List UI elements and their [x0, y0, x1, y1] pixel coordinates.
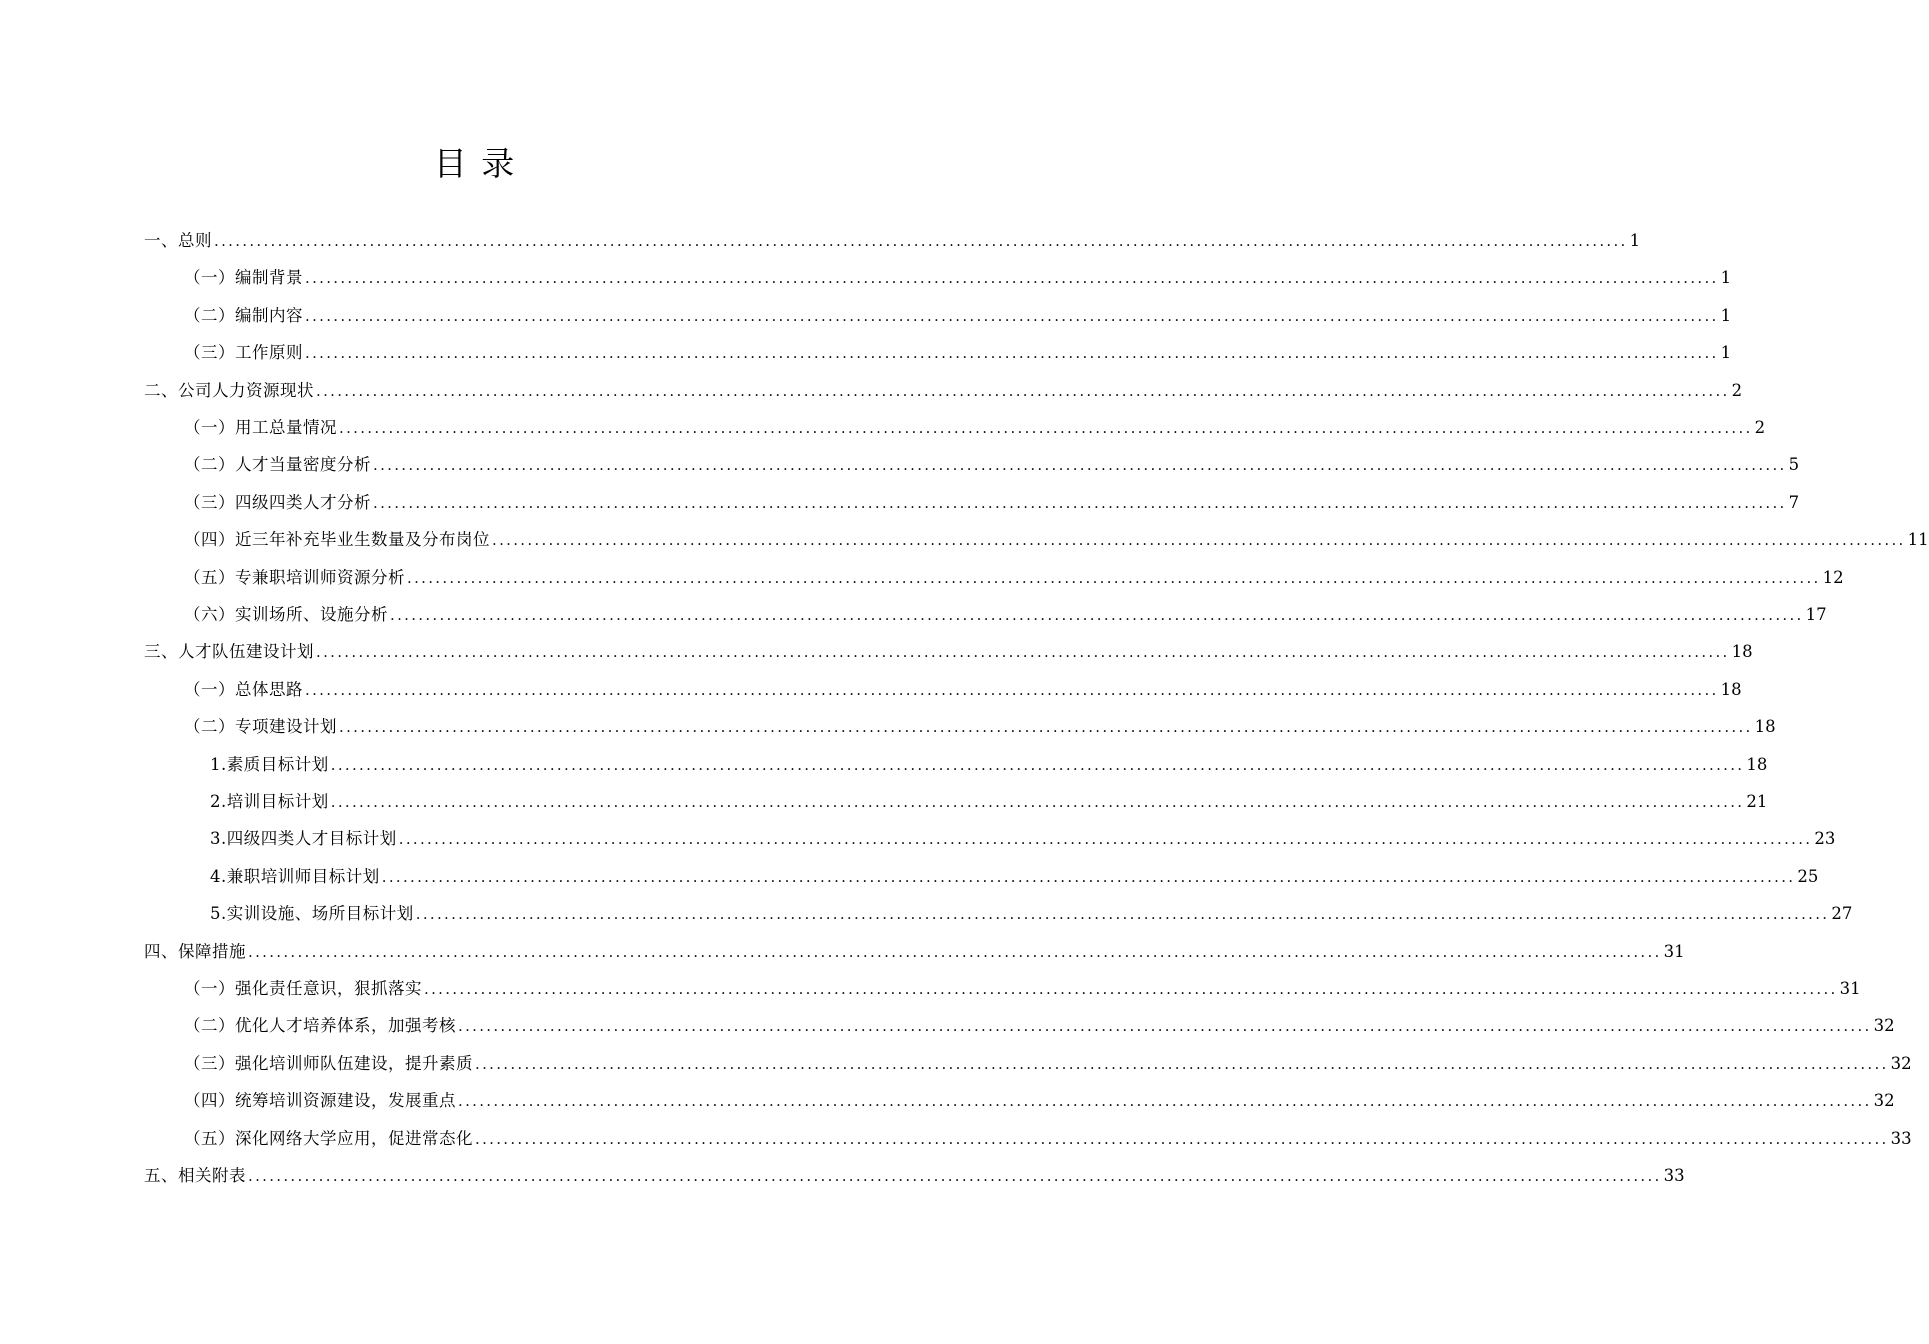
toc-entry-page: 17: [1805, 605, 1827, 624]
toc-entry[interactable]: [184, 488, 1800, 518]
toc-entry[interactable]: [144, 937, 1685, 967]
toc-leader-dots: ........................................................................................................................................................................................................: [316, 643, 1730, 662]
toc-entry[interactable]: [184, 712, 1776, 742]
toc-entry-title: （三）工作原则: [184, 343, 303, 363]
toc-entry[interactable]: [184, 1086, 1895, 1116]
toc-entry[interactable]: [144, 637, 1753, 667]
toc-entry-title: 三、人才队伍建设计划: [144, 642, 314, 662]
toc-entry[interactable]: [184, 338, 1732, 368]
toc-leader-dots: ........................................................................................................................................................................................................: [398, 830, 1813, 849]
toc-entry-page: 25: [1797, 866, 1819, 886]
toc-entry-title: （四）近三年补充毕业生数量及分布岗位: [184, 530, 490, 550]
toc-entry-page: 31: [1663, 941, 1685, 961]
toc-leader-dots: ........................................................................................................................................................................................................: [458, 1017, 1872, 1036]
toc-leader-dots: ........................................................................................................................................................................................................: [305, 680, 1719, 699]
toc-entry-page: 12: [1822, 567, 1844, 587]
toc-leader-dots: ........................................................................................................................................................................................................: [373, 493, 1787, 512]
toc-leader-dots: ........................................................................................................................................................................................................: [390, 606, 1804, 624]
toc-leader-dots: ........................................................................................................................................................................................................: [475, 1129, 1889, 1148]
toc-entry-page: 23: [1814, 829, 1836, 849]
toc-leader-dots: ........................................................................................................................................................................................................: [407, 568, 1821, 587]
toc-entry[interactable]: [184, 1011, 1895, 1041]
toc-entry-title: （一）编制背景: [184, 268, 303, 288]
toc-entry[interactable]: [184, 413, 1766, 443]
toc-entry-title: （三）强化培训师队伍建设，提升素质: [184, 1053, 473, 1073]
toc-entry-title: 4.兼职培训师目标计划: [210, 866, 380, 886]
toc-entry-title: （一）总体思路: [184, 679, 303, 699]
toc-entry[interactable]: [210, 750, 1768, 780]
toc-entry-title: 一、总则: [144, 231, 212, 250]
toc-leader-dots: ........................................................................................................................................................................................................: [330, 755, 1745, 774]
toc-leader-dots: ........................................................................................................................................................................................................: [248, 942, 1662, 961]
toc-entry-title: 二、公司人力资源现状: [144, 380, 314, 400]
toc-entry-title: （一）强化责任意识，狠抓落实: [184, 979, 422, 998]
toc-leader-dots: ........................................................................................................................................................................................................: [373, 456, 1787, 475]
toc-entry-title: 四、保障措施: [144, 941, 246, 961]
toc-entry-page: 31: [1839, 979, 1861, 998]
toc-entry-page: 5: [1788, 455, 1800, 475]
toc-leader-dots: ........................................................................................................................................................................................................: [305, 269, 1719, 288]
toc-entry-title: 2.培训目标计划: [210, 792, 329, 811]
toc-entry[interactable]: [184, 1049, 1912, 1079]
toc-entry[interactable]: [184, 563, 1844, 593]
toc-leader-dots: ........................................................................................................................................................................................................: [316, 381, 1730, 400]
toc-entry-page: 18: [1746, 754, 1768, 774]
toc-entry-page: 7: [1788, 492, 1800, 512]
toc-entry[interactable]: [184, 450, 1800, 480]
toc-entry[interactable]: [144, 226, 1641, 256]
toc-entry-page: 1: [1720, 268, 1732, 288]
toc-entry-title: 3.四级四类人才目标计划: [210, 829, 397, 849]
toc-leader-dots: ........................................................................................................................................................................................................: [339, 718, 1753, 737]
toc-entry-page: 21: [1746, 792, 1768, 811]
toc-leader-dots: ........................................................................................................................................................................................................: [492, 531, 1906, 550]
toc-entry-title: （四）统筹培训资源建设，发展重点: [184, 1091, 456, 1111]
toc-entry-title: 1.素质目标计划: [210, 754, 329, 774]
toc-entry-page: 32: [1890, 1053, 1912, 1073]
toc-entry-title: （一）用工总量情况: [184, 418, 337, 437]
toc-leader-dots: ........................................................................................................................................................................................................: [248, 1167, 1662, 1185]
toc-leader-dots: ........................................................................................................................................................................................................: [305, 306, 1719, 325]
toc-entry[interactable]: [144, 376, 1743, 406]
toc-entry[interactable]: [184, 263, 1732, 293]
toc-leader-dots: ........................................................................................................................................................................................................: [330, 793, 1745, 811]
toc-entry-page: 2: [1754, 418, 1766, 437]
toc-entry-page: 32: [1873, 1091, 1895, 1111]
toc-title: 目 录: [433, 144, 517, 183]
toc-entry-page: 1: [1720, 343, 1732, 363]
toc-entry-page: 33: [1890, 1128, 1912, 1148]
toc-leader-dots: ........................................................................................................................................................................................................: [475, 1054, 1889, 1073]
toc-entry[interactable]: [210, 862, 1819, 892]
toc-leader-dots: ........................................................................................................................................................................................................: [381, 867, 1796, 886]
toc-entry-page: 33: [1663, 1166, 1685, 1185]
toc-leader-dots: ........................................................................................................................................................................................................: [415, 905, 1830, 924]
toc-entry[interactable]: [184, 675, 1742, 705]
toc-entry[interactable]: [184, 525, 1929, 555]
toc-entry-page: 32: [1873, 1016, 1895, 1036]
toc-leader-dots: ........................................................................................................................................................................................................: [305, 344, 1719, 363]
toc-entry-title: （三）四级四类人才分析: [184, 492, 371, 512]
toc-entry-page: 1: [1629, 231, 1641, 250]
toc-entry-title: （六）实训场所、设施分析: [184, 605, 388, 624]
toc-entry[interactable]: [210, 824, 1836, 854]
toc-entry[interactable]: [184, 301, 1732, 331]
toc-entry-title: （五）专兼职培训师资源分析: [184, 567, 405, 587]
toc-entry-title: 5.实训设施、场所目标计划: [210, 904, 414, 924]
toc-entry-page: 11: [1907, 530, 1929, 550]
toc-entry[interactable]: [144, 1161, 1685, 1191]
toc-entry-page: 1: [1720, 305, 1732, 325]
toc-leader-dots: ........................................................................................................................................................................................................: [458, 1092, 1872, 1111]
toc-entry-page: 2: [1731, 380, 1743, 400]
toc-leader-dots: ........................................................................................................................................................................................................: [424, 980, 1838, 998]
toc-entry-page: 18: [1720, 679, 1742, 699]
toc-entry-page: 18: [1754, 717, 1776, 737]
toc-entry-title: （二）编制内容: [184, 305, 303, 325]
toc-entry[interactable]: [184, 974, 1861, 1004]
toc-entry[interactable]: [184, 600, 1827, 630]
toc-entry[interactable]: [210, 899, 1853, 929]
toc-entry-title: 五、相关附表: [144, 1166, 246, 1185]
toc-entry-title: （二）优化人才培养体系，加强考核: [184, 1016, 456, 1036]
toc-entry-title: （五）深化网络大学应用，促进常态化: [184, 1128, 473, 1148]
toc-entry[interactable]: [210, 787, 1768, 817]
toc-entry-page: 18: [1731, 642, 1753, 662]
toc-leader-dots: ........................................................................................................................................................................................................: [214, 232, 1628, 250]
toc-entry-page: 27: [1831, 904, 1853, 924]
toc-leader-dots: ........................................................................................................................................................................................................: [339, 419, 1753, 437]
toc-entry[interactable]: [184, 1124, 1912, 1154]
toc-entry-title: （二）人才当量密度分析: [184, 455, 371, 475]
toc-entry-title: （二）专项建设计划: [184, 717, 337, 737]
